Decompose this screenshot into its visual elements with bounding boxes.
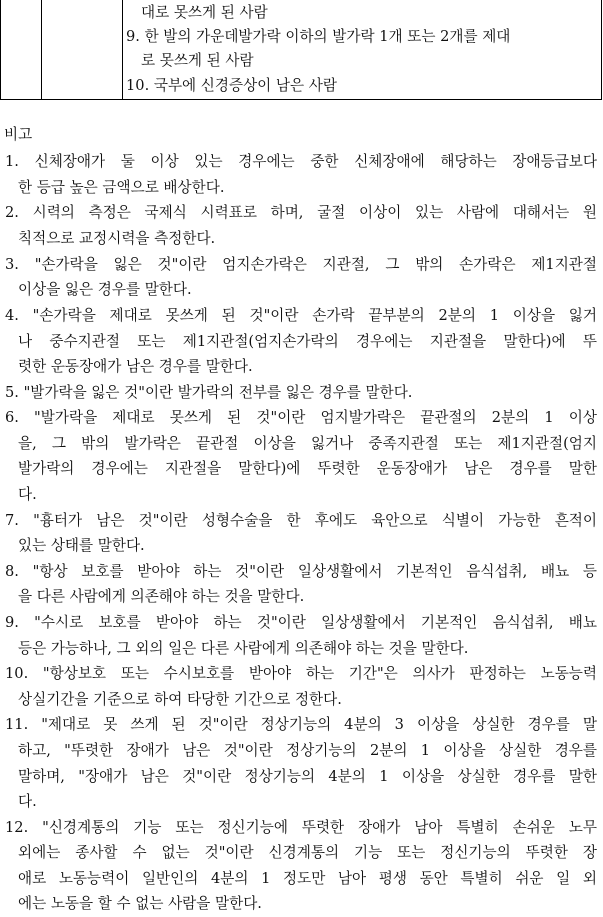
note-line: 8. "항상 보호를 받아야 하는 것"이란 일상생활에서 기본적인 음식섭취, 배뇨 등 (5, 563, 597, 580)
note-line: 외에는 종사할 수 없는 것"이란 신경계통의 기능 또는 정신기능의 뚜렷한 장 (18, 844, 597, 861)
note-line: 1. 신체장애가 둘 이상 있는 경우에는 중한 신체장애에 해당하는 장애등급보다 (5, 153, 597, 170)
note-line: 5. "발가락을 잃은 것"이란 발가락의 전부를 잃은 경우를 말한다. (5, 384, 413, 401)
note-line: 6. "발가락을 제대로 못쓰게 된 것"이란 엄지발가락은 끝관절의 2분의 1 이상 (5, 409, 597, 426)
note-line: 한 등급 높은 금액으로 배상한다. (18, 179, 225, 196)
note-line: 하고, "뚜렷한 장애가 남은 것"이란 정상기능의 2분의 1 이상을 상실한 경우를 (18, 742, 597, 759)
note-line: 에는 노동을 할 수 없는 사람을 말한다. (18, 895, 262, 912)
note-line: 3. "손가락을 잃은 것"이란 엄지손가락은 지관절, 그 밖의 손가락은 제1지관절 (5, 256, 597, 273)
note-line: 칙적으로 교정시력을 측정한다. (18, 230, 216, 247)
note-line: 을, 그 밖의 발가락은 끝관절 이상을 잃거나 중족지관절 또는 제1지관절(엄지 (18, 435, 597, 452)
table-cell-line: 9. 한 발의 가운데발가락 이하의 발가락 1개 또는 2개를 제대 (126, 28, 511, 45)
note-line: 다. (18, 793, 37, 810)
note-line: 11. "제대로 못 쓰게 된 것"이란 정상기능의 4분의 3 이상을 상실한 경우를 말 (5, 716, 597, 733)
note-line: 7. "흉터가 남은 것"이란 성형수술을 한 후에도 육안으로 식별이 가능한 흔적이 (5, 512, 597, 529)
note-line: 4. "손가락을 제대로 못쓰게 된 것"이란 손가락 끝부분의 2분의 1 이상을 잃거 (5, 307, 597, 324)
table-cell-line: 10. 국부에 신경증상이 남은 사람 (126, 77, 337, 94)
notes-title: 비고 (4, 126, 33, 143)
note-line: 등은 가능하나, 그 외의 일은 다른 사람에게 의존해야 하는 것을 말한다. (18, 640, 469, 657)
table-column-divider (122, 0, 123, 99)
table-cell-line: 로 못쓰게 된 사람 (141, 52, 254, 69)
note-line: 다. (18, 486, 37, 503)
note-line: 을 다른 사람에게 의존해야 하는 것을 말한다. (18, 588, 305, 605)
table-cell-line: 대로 못쓰게 된 사람 (141, 4, 268, 21)
note-line: 상실기간을 기준으로 하여 타당한 기간으로 정한다. (18, 691, 342, 708)
note-line: 발가락의 경우에는 지관절을 말한다)에 뚜렷한 운동장애가 남은 경우를 말한 (18, 460, 597, 477)
note-line: 있는 상태를 말한다. (18, 537, 145, 554)
note-line: 12. "신경계통의 기능 또는 정신기능에 뚜렷한 장애가 남아 특별히 손쉬운 노무 (5, 819, 597, 836)
note-line: 9. "수시로 보호를 받아야 하는 것"이란 일상생활에서 기본적인 음식섭취, 배뇨 (5, 614, 597, 631)
disability-grade-table-fragment (0, 0, 602, 100)
note-line: 나 중수지관절 또는 제1지관절(엄지손가락의 경우에는 지관절을 말한다)에 뚜 (18, 333, 597, 350)
table-column-divider (41, 0, 42, 99)
note-line: 렷한 운동장애가 남은 경우를 말한다. (18, 358, 253, 375)
note-line: 애로 노동능력이 일반인의 4분의 1 정도만 남아 평생 동안 특별히 쉬운 일 외 (18, 870, 597, 887)
note-line: 말하며, "장애가 남은 것"이란 정상기능의 4분의 1 이상을 상실한 경우를 말한 (18, 768, 597, 785)
note-line: 이상을 잃은 경우를 말한다. (18, 281, 192, 298)
note-line: 10. "항상보호 또는 수시보호를 받아야 하는 기간"은 의사가 판정하는 노동능력 (5, 665, 597, 682)
note-line: 2. 시력의 측정은 국제식 시력표로 하며, 굴절 이상이 있는 사람에 대해서는 원 (5, 204, 597, 221)
